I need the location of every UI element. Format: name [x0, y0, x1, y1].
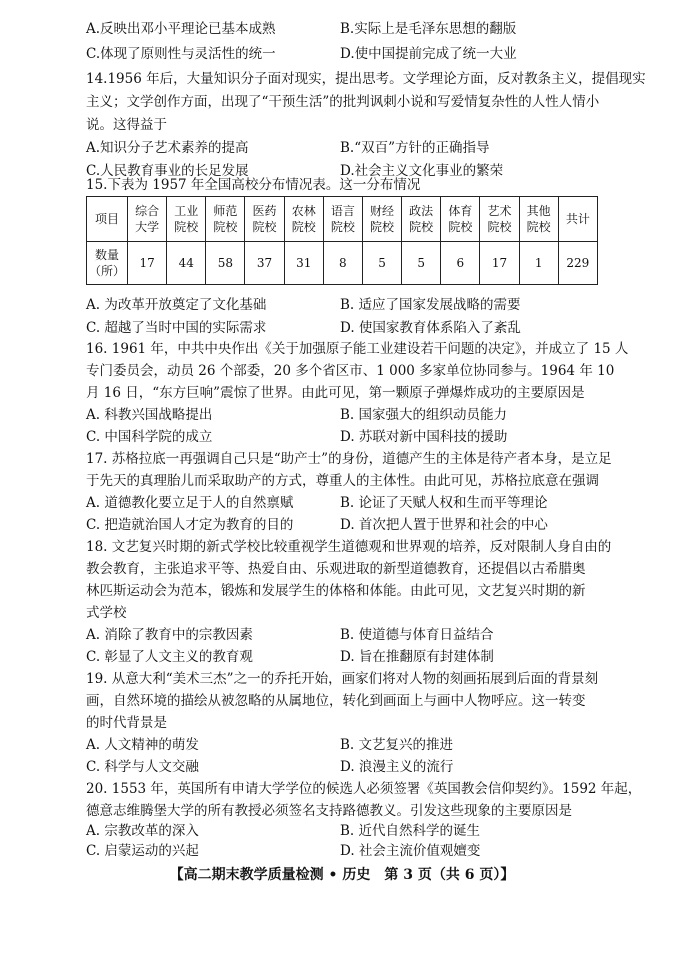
q18-stem-line-2: 教会教育，主张追求平等、热爱自由、乐观进取的新型道德教育，还提倡以古希腊奥: [86, 561, 586, 577]
q19-option-d: D. 浪漫主义的流行: [340, 759, 454, 775]
q13-option-a: A.反映出邓小平理论已基本成熟: [86, 21, 276, 37]
q19-option-b: B. 文艺复兴的推进: [340, 737, 454, 753]
q17-option-b: B. 论证了天赋人权和生而平等理论: [340, 495, 548, 511]
table-header-cell: 语言 院校: [323, 197, 362, 242]
table-cell: 44: [167, 242, 206, 285]
q14-option-d: D.社会主义文化事业的繁荣: [340, 163, 504, 179]
q15-option-d: D. 使国家教育体系陷入了紊乱: [340, 320, 521, 336]
table-header-cell-total: 共计: [558, 197, 597, 242]
table-value-row: [87, 242, 598, 285]
q14-stem-line-2: 主义；文学创作方面，出现了“干预生活”的批判讽刺小说和写爱情复杂性的人性人情小: [86, 94, 600, 110]
q15-option-a: A. 为改革开放奠定了文化基础: [86, 297, 267, 313]
table-cell: 37: [245, 242, 284, 285]
q16-stem-line-3: 月 16 日，“东方巨响”震惊了世界。由此可见，第一颗原子弹爆炸成功的主要原因是: [86, 385, 585, 401]
q20-option-c: C. 启蒙运动的兴起: [86, 843, 199, 859]
table-header-cell: 医药 院校: [245, 197, 284, 242]
q19-option-c: C. 科学与人文交融: [86, 759, 199, 775]
table-cell-total: 229: [558, 242, 597, 285]
table-header-cell: 工业 院校: [167, 197, 206, 242]
q20-option-b: B. 近代自然科学的诞生: [340, 823, 481, 839]
table-cell: 17: [128, 242, 167, 285]
table-header-cell: 综合 大学: [128, 197, 167, 242]
q17-option-d: D. 首次把人置于世界和社会的中心: [340, 517, 548, 533]
table-header-cell: 农林 院校: [284, 197, 323, 242]
table-header-cell: 其他 院校: [519, 197, 558, 242]
q16-option-b: B. 国家强大的组织动员能力: [340, 407, 508, 423]
table-header-cell: 政法 院校: [402, 197, 441, 242]
q14-option-a: A.知识分子艺术素养的提高: [86, 140, 249, 156]
table-cell-item-label: 项目: [87, 197, 128, 242]
table-header-row: [87, 197, 598, 242]
table-header-cell: 师范 院校: [206, 197, 245, 242]
table-header-cell: 体育 院校: [441, 197, 480, 242]
table-header-cell: 财经 院校: [362, 197, 401, 242]
q20-stem-line-2: 德意志维腾堡大学的所有教授必须签名支持路德教义。引发这些现象的主要原因是: [86, 803, 572, 819]
table-cell: 1: [519, 242, 558, 285]
table-cell: 8: [323, 242, 362, 285]
q19-stem-line-1: 19. 从意大利“美术三杰”之一的乔托开始，画家们将对人物的刻画拓展到后面的背景刻: [86, 671, 599, 687]
table-cell: 5: [362, 242, 401, 285]
q18-stem-line-4: 式学校: [86, 605, 127, 621]
q19-stem-line-3: 的时代背景是: [86, 715, 167, 731]
q20-stem-line-1: 20. 1553 年，英国所有申请大学学位的候选人必须签署《英国教会信仰契约》。1592 年起，: [86, 781, 642, 797]
q16-option-a: A. 科教兴国战略提出: [86, 407, 213, 423]
q18-option-b: B. 使道德与体育日益结合: [340, 627, 494, 643]
q18-option-a: A. 消除了教育中的宗教因素: [86, 627, 253, 643]
page-footer: 【高二期末教学质量检测 • 历史 第 3 页（共 6 页）】: [169, 867, 515, 883]
q17-option-a: A. 道德教化要立足于人的自然禀赋: [86, 495, 294, 511]
q13-option-d: D.使中国提前完成了统一大业: [340, 46, 517, 62]
q16-option-d: D. 苏联对新中国科技的援助: [340, 429, 508, 445]
q16-stem-line-1: 16. 1961 年，中共中央作出《关于加强原子能工业建设若干问题的决定》，并成立了 15 人: [86, 341, 629, 357]
table-cell: 5: [402, 242, 441, 285]
table-header-cell: 艺术 院校: [480, 197, 519, 242]
q16-option-c: C. 中国科学院的成立: [86, 429, 213, 445]
q14-option-b: B.“双百”方针的正确指导: [340, 140, 490, 156]
q14-option-c: C.人民教育事业的长足发展: [86, 163, 249, 179]
table-cell-quantity-label: 数量 （所）: [87, 242, 128, 285]
q19-option-a: A. 人文精神的萌发: [86, 737, 199, 753]
q19-stem-line-2: 画，自然环境的描绘从被忽略的从属地位，转化到画面上与画中人物呼应。这一转变: [86, 693, 586, 709]
q13-option-c: C.体现了原则性与灵活性的统一: [86, 46, 276, 62]
q17-stem-line-2: 于先天的真理胎儿而采取助产的方式，尊重人的主体性。由此可见，苏格拉底意在强调: [86, 473, 599, 489]
q15-option-b: B. 适应了国家发展战略的需要: [340, 297, 521, 313]
q14-stem-line-1: 14.1956 年后，大量知识分子面对现实，提出思考。文学理论方面，反对教条主义，提倡现实: [86, 71, 646, 87]
table-cell: 31: [284, 242, 323, 285]
table-cell: 58: [206, 242, 245, 285]
q20-option-d: D. 社会主流价值观嬗变: [340, 843, 481, 859]
q20-option-a: A. 宗教改革的深入: [86, 823, 199, 839]
q18-option-d: D. 旨在推翻原有封建体制: [340, 649, 494, 665]
q18-option-c: C. 彰显了人文主义的教育观: [86, 649, 253, 665]
q15-stem: 15.下表为 1957 年全国高校分布情况表。这一分布情况: [86, 177, 421, 193]
table-cell: 6: [441, 242, 480, 285]
college-distribution-table: [86, 196, 598, 285]
q17-stem-line-1: 17. 苏格拉底一再强调自己只是“助产士”的身份，道德产生的主体是待产者本身，是立足: [86, 451, 612, 467]
q17-option-c: C. 把造就治国人才定为教育的目的: [86, 517, 294, 533]
q15-option-c: C. 超越了当时中国的实际需求: [86, 320, 267, 336]
q18-stem-line-1: 18. 文艺复兴时期的新式学校比较重视学生道德观和世界观的培养，反对限制人身自由的: [86, 539, 612, 555]
q14-stem-line-3: 说。这得益于: [86, 117, 167, 133]
table-cell: 17: [480, 242, 519, 285]
q18-stem-line-3: 林匹斯运动会为范本，锻炼和发展学生的体格和体能。由此可见，文艺复兴时期的新: [86, 583, 586, 599]
q13-option-b: B.实际上是毛泽东思想的翻版: [340, 21, 517, 37]
q16-stem-line-2: 专门委员会，动员 26 个部委，20 多个省区市、1 000 多家单位协同参与。1964 年 10: [86, 363, 615, 379]
